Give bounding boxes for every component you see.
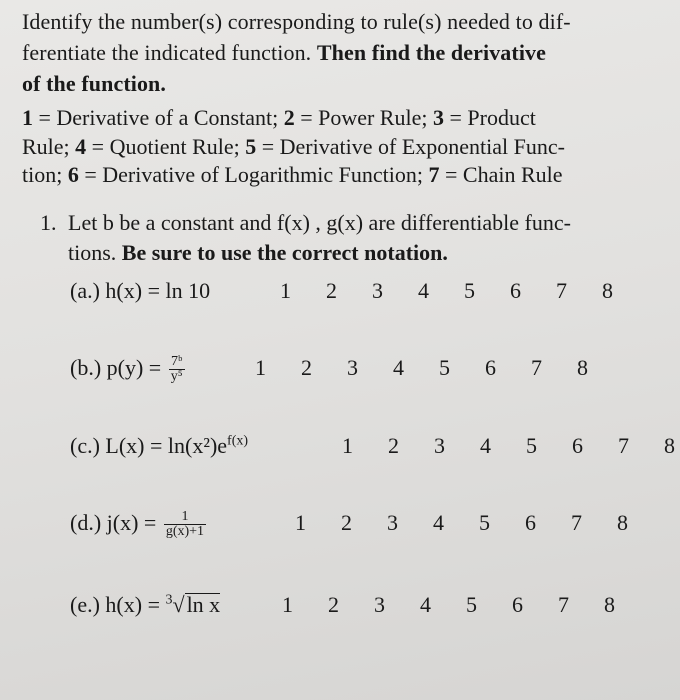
item-d-choice-8[interactable]: 8 [617, 510, 628, 535]
item-a-choice-1[interactable]: 1 [280, 278, 291, 303]
rule-3-number: 3 [432, 105, 444, 130]
item-b-choice-8[interactable]: 8 [577, 355, 588, 380]
instructions-line-3 [22, 68, 652, 99]
rule-5-text: = Derivative of Exponential Func- [261, 133, 565, 159]
rule-5-number: 5 [245, 133, 257, 159]
problem-line-2 [68, 238, 653, 268]
rule-3-text-cont: Rule; [22, 133, 70, 159]
item-a-choice-2[interactable]: 2 [326, 278, 337, 303]
rule-2-text: = Power Rule; [300, 105, 428, 130]
item-d-label [70, 510, 208, 539]
rules-line-3 [22, 161, 654, 190]
item-c-function: L(x) = ln(x²)e [105, 433, 228, 458]
problem-line-2-plain: tions. [68, 240, 117, 265]
item-d-choice-4[interactable]: 4 [433, 510, 444, 535]
item-b-numerator: 7ᵇ [170, 354, 183, 370]
item-d-numerator: 1 [181, 509, 189, 525]
item-d-choice-2[interactable]: 2 [341, 510, 352, 535]
item-d-choice-7[interactable]: 7 [571, 510, 582, 535]
problem-line-1: Let b be a constant and f(x) , g(x) are differentiable func- [68, 210, 571, 235]
item-d-choice-3[interactable]: 3 [387, 510, 398, 535]
item-e-choice-4[interactable]: 4 [420, 592, 431, 617]
item-d-choice-5[interactable]: 5 [479, 510, 490, 535]
item-d-tag: (d.) [70, 510, 102, 535]
item-e-label [70, 592, 220, 618]
instructions-line-2 [22, 37, 652, 68]
rule-7-number: 7 [428, 162, 440, 187]
item-a-choice-3[interactable]: 3 [372, 278, 383, 303]
item-b-function-left: p(y) = [106, 355, 162, 380]
item-c-choice-7[interactable]: 7 [618, 433, 629, 458]
item-d-fraction [164, 510, 206, 539]
rules-line-2 [22, 133, 654, 162]
item-b-choice-2[interactable]: 2 [301, 355, 312, 380]
item-c-label [70, 433, 248, 459]
problem-line-2-bold: Be sure to use the correct notation. [121, 240, 448, 265]
item-e-tag: (e.) [70, 592, 100, 617]
item-a-choice-6[interactable]: 6 [510, 278, 521, 303]
item-b-fraction [169, 355, 185, 384]
rules-line-1 [22, 104, 654, 133]
rules-legend [22, 104, 654, 190]
rule-1-number: 1 [22, 105, 33, 130]
item-c-choice-3[interactable]: 3 [434, 433, 445, 458]
item-c-choice-4[interactable]: 4 [480, 433, 491, 458]
problem-statement [68, 208, 653, 268]
item-e-choice-2[interactable]: 2 [328, 592, 339, 617]
item-c-choice-6[interactable]: 6 [572, 433, 583, 458]
instructions [22, 6, 652, 99]
item-b-choice-1[interactable]: 1 [255, 355, 266, 380]
item-b-denominator: y⁵ [170, 369, 183, 385]
rule-4-text: = Quotient Rule; [91, 133, 240, 159]
item-d-choice-6[interactable]: 6 [525, 510, 536, 535]
radical-sign-icon: √ [172, 592, 185, 617]
item-b-choice-5[interactable]: 5 [439, 355, 450, 380]
instructions-line-2-plain: ferentiate the indicated function. [22, 40, 312, 65]
item-e-choice-8[interactable]: 8 [604, 592, 615, 617]
rule-2-number: 2 [283, 105, 295, 130]
item-c-choice-1[interactable]: 1 [342, 433, 353, 458]
instructions-line-2-bold: Then find the derivative [316, 40, 547, 65]
rule-3-text: = Product [449, 105, 536, 130]
item-e-root-index: 3 [165, 592, 173, 608]
item-a-choice-8[interactable]: 8 [602, 278, 613, 303]
item-a-choice-5[interactable]: 5 [464, 278, 475, 303]
item-d-choice-1[interactable]: 1 [295, 510, 306, 535]
item-c-choice-2[interactable]: 2 [388, 433, 399, 458]
problem-number: 1. [40, 210, 57, 235]
item-b-tag: (b.) [70, 355, 102, 380]
item-e-choice-7[interactable]: 7 [558, 592, 569, 617]
item-c-exponent: f(x) [227, 433, 249, 449]
item-e-function-left: h(x) = [105, 592, 160, 617]
item-d-denominator: g(x)+1 [165, 524, 205, 540]
item-a-choice-7[interactable]: 7 [556, 278, 567, 303]
item-c-tag: (c.) [70, 433, 100, 458]
item-c-choice-5[interactable]: 5 [526, 433, 537, 458]
instructions-line-3-bold: of the function. [22, 71, 166, 96]
item-b-choice-6[interactable]: 6 [485, 355, 496, 380]
item-a-label [70, 278, 210, 304]
item-b-label [70, 355, 187, 384]
rule-6-number: 6 [67, 162, 79, 187]
item-c-choice-8[interactable]: 8 [664, 433, 675, 458]
instructions-line-1: Identify the number(s) corresponding to rule(s) needed to dif- [22, 9, 571, 34]
rule-7-text: = Chain Rule [445, 162, 563, 187]
item-b-choice-4[interactable]: 4 [393, 355, 404, 380]
item-b-choice-3[interactable]: 3 [347, 355, 358, 380]
item-b-choice-7[interactable]: 7 [531, 355, 542, 380]
item-e-choice-1[interactable]: 1 [282, 592, 293, 617]
item-a-function: h(x) = ln 10 [105, 278, 211, 303]
rule-6-text: = Derivative of Logarithmic Function; [84, 162, 424, 187]
item-a-choice-4[interactable]: 4 [418, 278, 429, 303]
item-a-tag: (a.) [70, 278, 100, 303]
rule-4-number: 4 [75, 133, 87, 159]
item-e-choice-3[interactable]: 3 [374, 592, 385, 617]
rule-5-text-cont: tion; [22, 162, 63, 187]
item-e-choice-6[interactable]: 6 [512, 592, 523, 617]
item-e-radicand: ln x [186, 592, 221, 617]
item-d-function-left: j(x) = [106, 510, 157, 535]
item-e-choice-5[interactable]: 5 [466, 592, 477, 617]
rule-1-text: = Derivative of a Constant; [38, 105, 279, 130]
